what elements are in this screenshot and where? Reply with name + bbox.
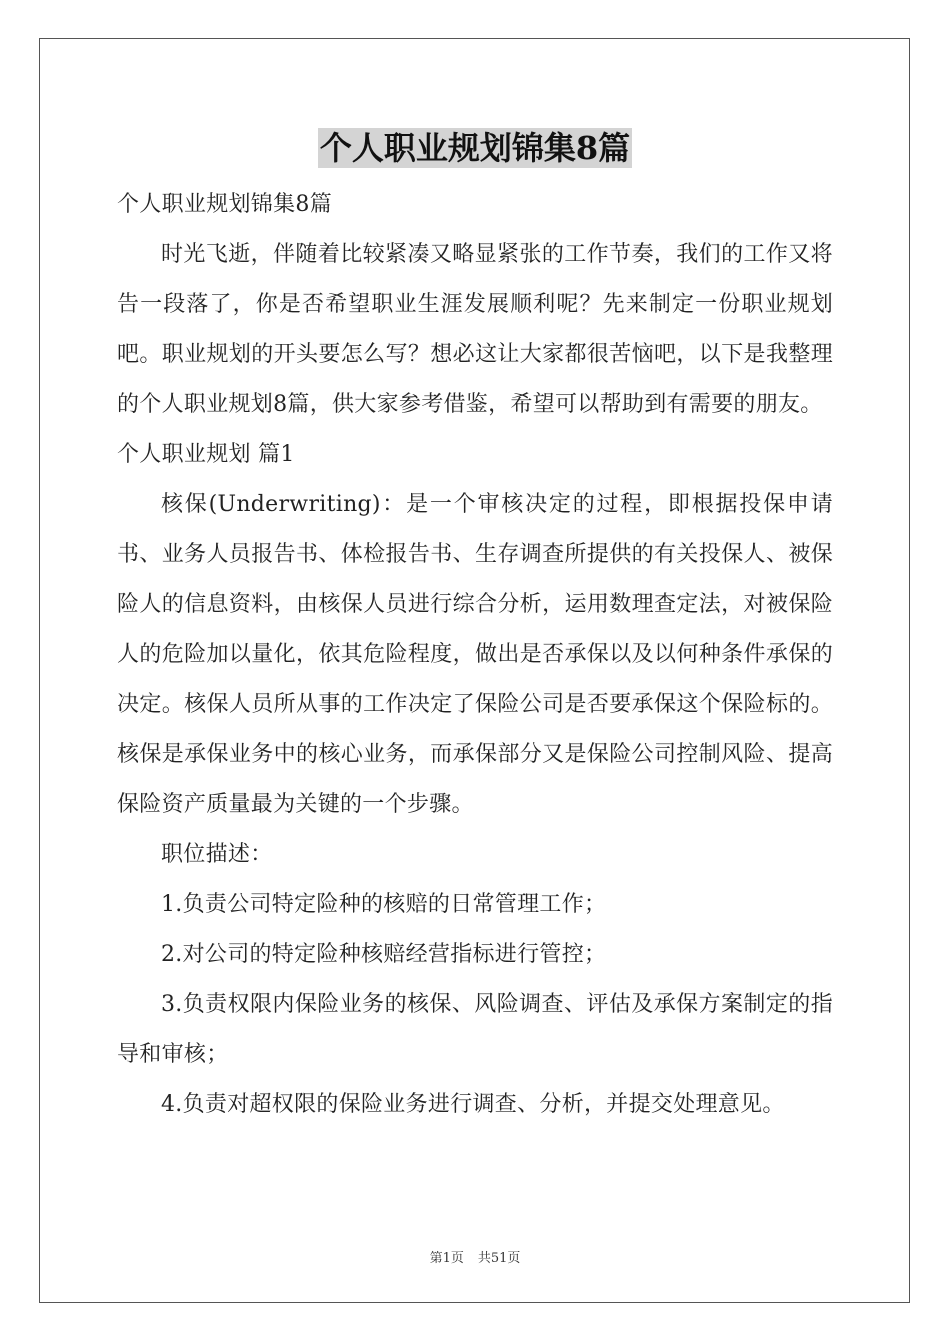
- page-footer: [0, 1247, 950, 1266]
- paragraph: 职位描述：: [161, 842, 273, 867]
- paragraph: 核保(Underwriting)：是一个审核决定的过程，即根据投保申请书、业务人员报告书、体检报告书、生存调查所提供的有关投保人、被保险人的信息资料，由核保人员进行综合分析，运用数理查定法，对被保险人的危险加以量化，依其危险程度，做出是否承保以及以何种条件承保的决定。核保人员所从事的工作决定了保险公司是否要承保这个保险标的。核保是承保业务中的核心业务，而承保部分又是保险公司控制风险、提高保险资产质量最为关键的一个步骤。: [117, 492, 833, 817]
- paragraph: 3.负责权限内保险业务的核保、风险调查、评估及承保方案制定的指导和审核；: [117, 992, 833, 1067]
- paragraph: 时光飞逝，伴随着比较紧凑又略显紧张的工作节奏，我们的工作又将告一段落了，你是否希望职业生涯发展顺利呢？先来制定一份职业规划吧。职业规划的开头要怎么写？想必这让大家都很苦恼吧，以下是我整理的个人职业规划8篇，供大家参考借鉴，希望可以帮助到有需要的朋友。: [117, 242, 833, 417]
- paragraph: 1.负责公司特定险种的核赔的日常管理工作；: [161, 892, 607, 917]
- paragraph: 个人职业规划锦集8篇: [117, 192, 332, 217]
- paragraph: 2.对公司的特定险种核赔经营指标进行管控；: [161, 942, 607, 967]
- total-pages: 共51页: [477, 1251, 521, 1266]
- paragraph: 4.负责对超权限的保险业务进行调查、分析，并提交处理意见。: [161, 1092, 785, 1117]
- document-title: 个人职业规划锦集8篇: [319, 129, 631, 167]
- paragraph: 个人职业规划 篇1: [117, 442, 295, 467]
- title-wrapper: [0, 128, 950, 168]
- document-body: [117, 180, 833, 1130]
- current-page-number: 第1页: [429, 1251, 464, 1266]
